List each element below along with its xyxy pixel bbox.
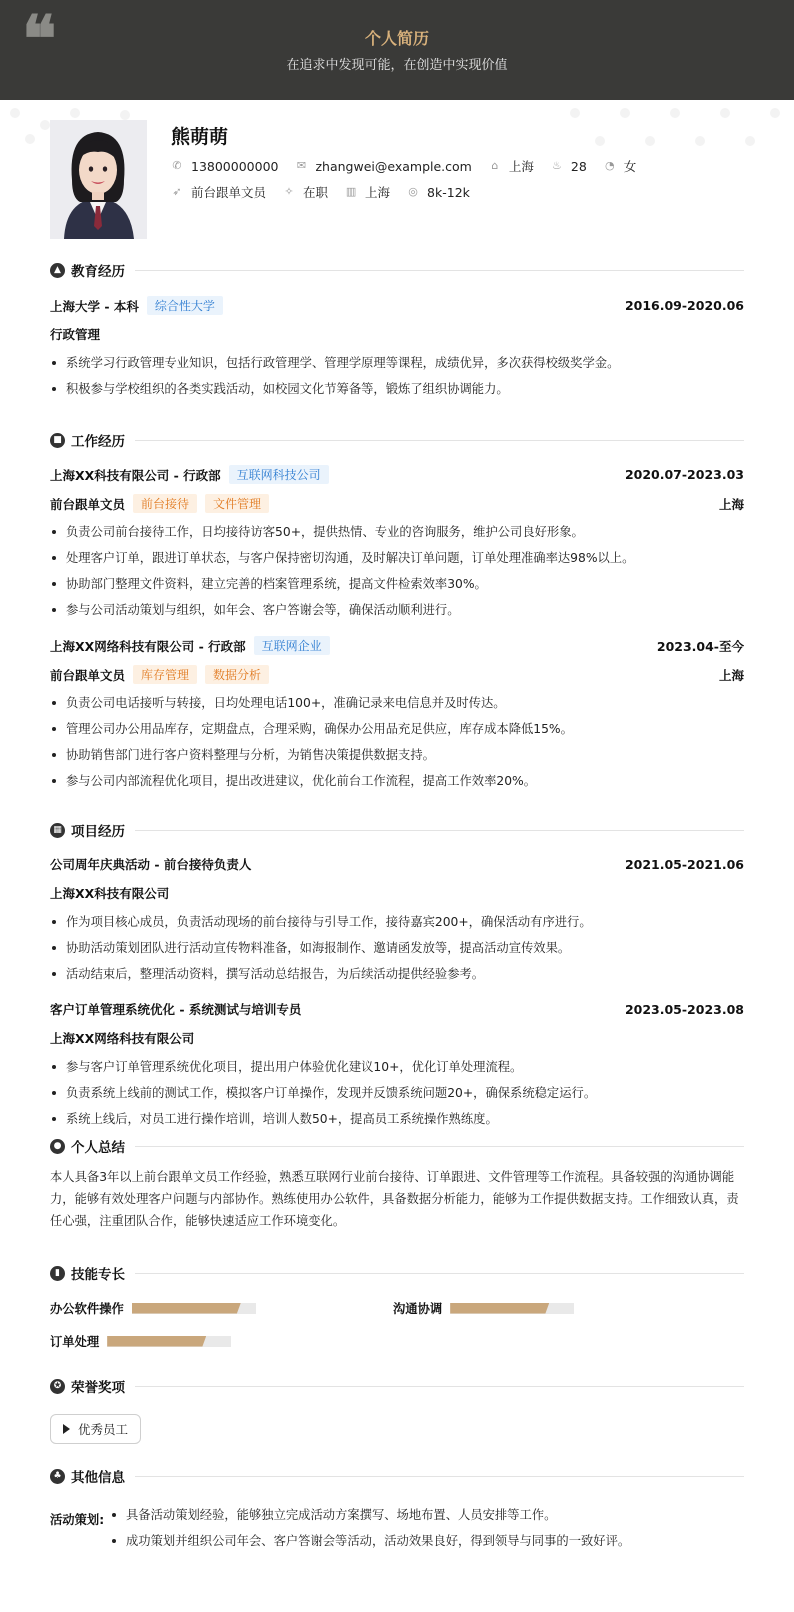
work-location: 上海: [718, 667, 744, 683]
status-item: [283, 183, 328, 201]
list-item: 系统上线后，对员工进行操作培训，培训人数50+，提高员工系统操作熟练度。: [50, 1110, 744, 1136]
home-icon: ⌂: [491, 159, 499, 172]
phone-icon: ✆: [172, 159, 182, 172]
salary-value: 8k-12k: [427, 184, 470, 200]
company-tag: 互联网科技公司: [229, 465, 329, 484]
avatar: [50, 120, 147, 239]
list-item: 负责公司前台接待工作，日均接待访客50+，提供热情、专业的咨询服务，维护公司良好形象。: [50, 523, 744, 549]
summary-section: [50, 1136, 744, 1246]
list-item: 负责公司电话接听与转接，日均处理电话100+，准确记录来电信息并及时传达。: [50, 694, 744, 720]
skill-item: [393, 1299, 574, 1317]
project-period: 2023.05-2023.08: [624, 1001, 744, 1017]
work-period: 2020.07-2023.03: [624, 467, 744, 482]
briefcase-icon: ■: [50, 433, 65, 448]
summary-text: 本人具备3年以上前台跟单文员工作经验，熟悉互联网行业前台接待、订单跟进、文件管理等工作流程。具备较强的沟通协调能力，能够有效处理客户问题与内部协作。熟练使用办公软件，具备数据分析能力，能够为工作提供数据支持。工作细致认真，责任心强，注重团队合作，能够快速适应工作环境变化。: [50, 1170, 739, 1228]
phone-value: 13800000000: [191, 158, 279, 174]
divider: [135, 1476, 744, 1477]
skill-bar: [132, 1303, 256, 1314]
email-item: [295, 159, 471, 174]
divider: [135, 1273, 744, 1274]
background-dot: [40, 120, 50, 130]
coin-icon: ◎: [408, 185, 418, 198]
project-period: 2021.05-2021.06: [624, 856, 744, 872]
company-name: 上海XX科技有限公司 - 行政部: [50, 467, 221, 483]
skill-item: [50, 1299, 256, 1317]
project-entry-header: [50, 855, 744, 873]
quote-icon: ❝: [22, 2, 47, 77]
project-bullets: [50, 913, 744, 991]
divider: [135, 440, 744, 441]
section-title: 个人总结: [71, 1140, 125, 1156]
education-period: 2016.09-2020.06: [624, 298, 744, 313]
mail-icon: ✉: [296, 159, 307, 172]
gender-value: 女: [623, 159, 637, 174]
salary-item: [407, 185, 470, 200]
position-item: [171, 183, 266, 201]
cake-icon: ♨: [551, 159, 562, 172]
city-value: 上海: [365, 185, 391, 200]
skill-tag: 库存管理: [133, 665, 197, 684]
list-item: 协助部门整理文件资料，建立完善的档案管理系统，提高文件检索效率30%。: [50, 575, 744, 601]
list-item: 积极参与学校组织的各类实践活动，如校园文化节筹备等，锻炼了组织协调能力。: [50, 380, 744, 406]
building-icon: ▥: [345, 185, 357, 198]
grid-icon: ▦: [50, 823, 65, 838]
skills-section: [50, 1263, 744, 1353]
bar-chart-icon: ▮: [50, 1266, 65, 1281]
work-header: [50, 430, 744, 450]
skill-tag: 数据分析: [205, 665, 269, 684]
honors-header: [50, 1376, 744, 1396]
list-item: 处理客户订单，跟进订单状态，与客户保持密切沟通，及时解决订单问题，订单处理准确率达98%以上。: [50, 549, 744, 575]
resume-header: [0, 0, 794, 100]
background-dot: [70, 108, 80, 118]
work-entry-header: [50, 465, 744, 484]
resume-title: 个人简历: [364, 29, 429, 48]
phone-item: [171, 159, 278, 174]
background-dot: [25, 134, 35, 144]
background-dot: [770, 108, 780, 118]
contact-row: [171, 157, 653, 175]
projects-header: [50, 820, 744, 840]
project-org: 上海XX网络科技有限公司: [50, 1031, 195, 1046]
profile-section: [50, 120, 750, 240]
play-icon: [63, 1424, 70, 1434]
education-entry-header: [50, 296, 744, 315]
age-item: [551, 159, 587, 174]
status-icon: ✧: [284, 185, 294, 198]
education-header: [50, 260, 744, 280]
other-list: [110, 1506, 744, 1558]
project-org: 上海XX科技有限公司: [50, 886, 170, 901]
position-value: 前台跟单文员: [191, 185, 267, 200]
section-title: 技能专长: [71, 1267, 125, 1283]
school-degree: 上海大学 - 本科: [50, 298, 139, 314]
honors-section: [50, 1376, 744, 1451]
project-name: 客户订单管理系统优化 - 系统测试与培训专员: [50, 1002, 302, 1017]
divider: [135, 1386, 744, 1387]
work-bullets: [50, 523, 744, 627]
skill-item: [50, 1332, 231, 1350]
list-item: 系统学习行政管理专业知识，包括行政管理学、管理学原理等课程，成绩优异，多次获得校级奖学金。: [50, 354, 744, 380]
skill-bar: [450, 1303, 574, 1314]
skill-bar-fill: [107, 1336, 206, 1347]
divider: [135, 1146, 744, 1147]
list-item: 具备活动策划经验，能够独立完成活动方案撰写、场地布置、人员安排等工作。: [110, 1506, 744, 1532]
project-org-row: [50, 1029, 744, 1047]
section-title: 教育经历: [71, 264, 125, 280]
work-position-row: [50, 665, 744, 684]
list-item: 参与公司内部流程优化项目，提出改进建议，优化前台工作流程，提高工作效率20%。: [50, 772, 744, 798]
skill-bar-fill: [132, 1303, 241, 1314]
list-item: 参与公司活动策划与组织，如年会、客户答谢会等，确保活动顺利进行。: [50, 601, 744, 627]
work-position-row: [50, 494, 744, 513]
age-value: 28: [570, 158, 587, 174]
summary-header: [50, 1136, 744, 1156]
school-tag: 综合性大学: [147, 296, 223, 315]
gender-icon: ◔: [604, 159, 615, 172]
hometown-value: 上海: [508, 159, 534, 174]
award-icon: ✪: [50, 1379, 65, 1394]
resume-subtitle: 在追求中发现可能，在创造中实现价值: [286, 58, 508, 73]
company-name: 上海XX网络科技有限公司 - 行政部: [50, 638, 246, 654]
divider: [135, 270, 744, 271]
background-dot: [620, 108, 630, 118]
skill-tag: 前台接待: [133, 494, 197, 513]
projects-section: [50, 820, 744, 1126]
job-intent-row: [171, 183, 487, 201]
work-section: [50, 430, 744, 800]
skills-header: [50, 1263, 744, 1283]
skill-tag: 文件管理: [205, 494, 269, 513]
divider: [135, 830, 744, 831]
skill-name: 沟通协调: [393, 1302, 443, 1316]
skill-bar-fill: [450, 1303, 549, 1314]
work-entry-header: [50, 636, 744, 655]
skill-name: 办公软件操作: [50, 1302, 124, 1316]
city-item: [345, 183, 390, 201]
user-icon: ●: [50, 1139, 65, 1154]
position-title: 前台跟单文员: [50, 496, 126, 512]
section-title: 荣誉奖项: [71, 1380, 125, 1396]
project-entry-header: [50, 1000, 744, 1018]
section-title: 项目经历: [71, 824, 125, 840]
graduation-cap-icon: ▲: [50, 263, 65, 278]
other-header: [50, 1466, 744, 1486]
education-section: [50, 260, 744, 410]
list-item: 作为项目核心成员，负责活动现场的前台接待与引导工作，接待嘉宾200+，确保活动有序进行。: [50, 913, 744, 939]
hometown-item: [489, 157, 534, 175]
company-tag: 互联网企业: [254, 636, 330, 655]
work-bullets: [50, 694, 744, 798]
background-dot: [120, 110, 130, 120]
list-item: 协助活动策划团队进行活动宣传物料准备，如海报制作、邀请函发放等，提高活动宣传效果。: [50, 939, 744, 965]
work-location: 上海: [718, 496, 744, 512]
position-title: 前台跟单文员: [50, 667, 126, 683]
background-dot: [720, 108, 730, 118]
skill-name: 订单处理: [50, 1335, 100, 1349]
background-dot: [570, 108, 580, 118]
major: 行政管理: [50, 327, 101, 342]
work-period: 2023.04-至今: [656, 638, 744, 654]
send-icon: ➶: [172, 185, 182, 198]
email-value: zhangwei@example.com: [315, 158, 472, 174]
section-title: 其他信息: [71, 1470, 125, 1486]
candidate-name: 熊萌萌: [171, 126, 229, 148]
major-row: [50, 325, 744, 343]
list-item: 管理公司办公用品库存，定期盘点，合理采购，确保办公用品充足供应，库存成本降低15%。: [50, 720, 744, 746]
skill-bar: [107, 1336, 231, 1347]
status-value: 在职: [303, 185, 329, 200]
list-item: 活动结束后，整理活动资料，撰写活动总结报告，为后续活动提供经验参考。: [50, 965, 744, 991]
other-label: 活动策划:: [50, 1513, 105, 1527]
project-bullets: [50, 1058, 744, 1136]
list-item: 参与客户订单管理系统优化项目，提出用户体验优化建议10+，优化订单处理流程。: [50, 1058, 744, 1084]
honor-name: 优秀员工: [78, 1422, 129, 1437]
list-item: 成功策划并组织公司年会、客户答谢会等活动，活动效果良好，得到领导与同事的一致好评。: [110, 1532, 744, 1558]
education-bullets: [50, 354, 744, 406]
info-icon: ♣: [50, 1469, 65, 1484]
project-org-row: [50, 884, 744, 902]
gender-item: [604, 157, 637, 175]
background-dot: [670, 108, 680, 118]
honor-badge: [50, 1414, 141, 1444]
background-dot: [10, 108, 20, 118]
other-section: [50, 1466, 744, 1566]
list-item: 负责系统上线前的测试工作，模拟客户订单操作，发现并反馈系统问题20+，确保系统稳定运行。: [50, 1084, 744, 1110]
section-title: 工作经历: [71, 434, 125, 450]
project-name: 公司周年庆典活动 - 前台接待负责人: [50, 857, 252, 872]
list-item: 协助销售部门进行客户资料整理与分析，为销售决策提供数据支持。: [50, 746, 744, 772]
